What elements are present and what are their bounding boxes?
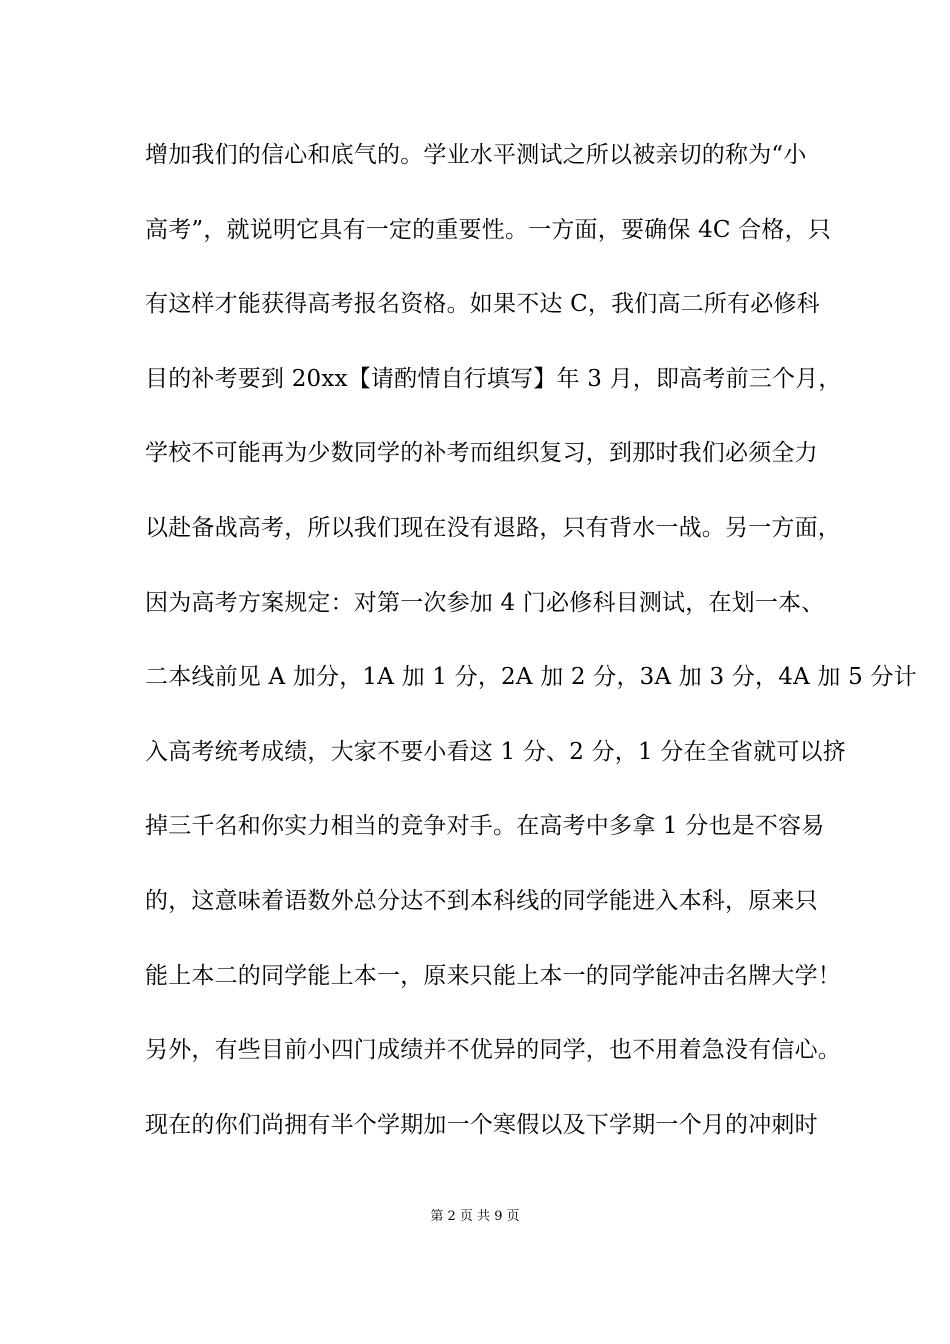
text-line: 以赴备战高考，所以我们现在没有退路，只有背水一战。另一方面，	[145, 514, 841, 541]
text-line: 二本线前见 A 加分，1A 加 1 分，2A 加 2 分，3A 加 3 分，4A 加 5 分计	[145, 664, 917, 691]
text-line: 高考”，就说明它具有一定的重要性。一方面，要确保 4C 合格，只	[145, 216, 832, 243]
text-line: 增加我们的信心和底气的。学业水平测试之所以被亲切的称为“小	[145, 142, 807, 168]
text-line: 另外，有些目前小四门成绩并不优异的同学，也不用着急没有信心。	[145, 1037, 841, 1064]
text-line: 入高考统考成绩，大家不要小看这 1 分、2 分，1 分在全省就可以挤	[145, 738, 846, 765]
body-text	[145, 133, 917, 1177]
text-line: 现在的你们尚拥有半个学期加一个寒假以及下学期一个月的冲刺时	[145, 1111, 818, 1138]
text-line: 能上本二的同学能上本一，原来只能上本一的同学能冲击名牌大学！	[145, 962, 841, 989]
text-line: 因为高考方案规定：对第一次参加 4 门必修科目测试，在划一本、	[145, 589, 825, 616]
text-line: 的，这意味着语数外总分达不到本科线的同学能进入本科，原来只	[145, 887, 818, 914]
text-line: 有这样才能获得高考报名资格。如果不达 C，我们高二所有必修科	[145, 291, 820, 318]
text-line: 学校不可能再为少数同学的补考而组织复习，到那时我们必须全力	[145, 440, 818, 467]
page-number-footer: 第 2 页 共 9 页	[430, 1209, 520, 1224]
text-line: 掉三千名和你实力相当的竞争对手。在高考中多拿 1 分也是不容易	[145, 813, 825, 840]
text-line: 目的补考要到 20xx【请酌情自行填写】年 3 月，即高考前三个月，	[145, 365, 842, 392]
